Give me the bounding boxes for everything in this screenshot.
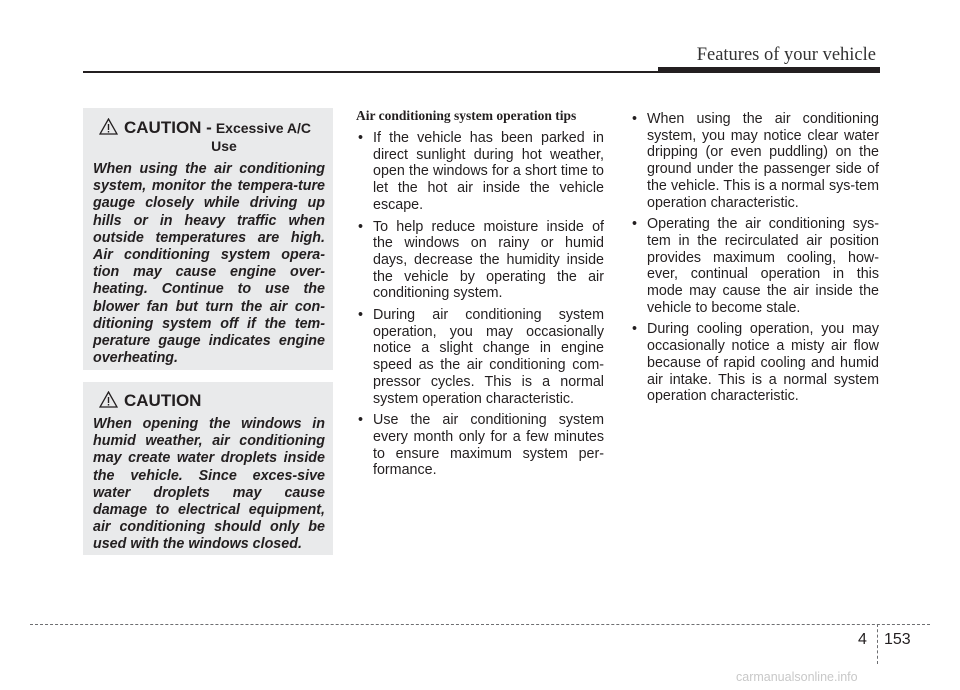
caution-body-text: When using the air conditioning system, monitor the tempera-ture gauge closely while driving up hills or in heavy traffic when outside temperatures are high. Air conditioning system opera-tion may cause engine over-heating. Continue to use the blower fan but turn the air con-ditioning system off if the tem-perature gauge indicates engine overheating. <box>93 161 325 367</box>
list-item <box>630 111 879 211</box>
list-item-text: During cooling operation, you may occasionally notice a misty air flow because of rapid cooling and humid air intake. This is a normal system operation characteristic. <box>647 321 879 405</box>
tips-column-2 <box>630 111 879 410</box>
list-item <box>356 412 604 479</box>
watermark: carmanualsonline.info <box>736 670 858 684</box>
list-item-text: Operating the air conditioning sys-tem in the recirculated air position provides maximum cooling, how-ever, continual operation in this mode may cause the air inside the vehicle to become stale. <box>647 216 879 316</box>
bullet-icon: • <box>358 412 364 429</box>
page-header-title: Features of your vehicle <box>696 45 876 65</box>
bullet-icon: • <box>632 216 638 233</box>
list-item-text: During air conditioning system operation, you may occasionally notice a slight change in engine speed as the air conditioning com-pressor cycles. This is a normal system operation characteristic. <box>373 307 604 407</box>
caution-subtitle-continued: Use <box>211 138 237 154</box>
caution-heading <box>93 391 325 411</box>
caution-body-text: When opening the windows in humid weather, air conditioning may create water droplets inside the vehicle. Since exces-sive water droplets may cause damage to electrical equipment, air conditioning should only be used with the windows closed. <box>93 416 325 553</box>
caution-heading <box>93 118 325 138</box>
caution-subtitle: Excessive A/C <box>215 120 312 136</box>
list-item-text: To help reduce moisture inside of the windows on rainy or humid days, decrease the humidity inside the vehicle by operating the air conditioning system. <box>373 218 604 302</box>
list-item-text: If the vehicle has been parked in direct sunlight during hot weather, open the windows for a short time to let the hot air inside the vehicle escape. <box>373 130 604 213</box>
caution-box-windows <box>83 382 333 555</box>
list-item <box>630 321 879 405</box>
list-item <box>630 216 879 316</box>
warning-triangle-icon <box>99 118 118 135</box>
tips-list-2 <box>630 111 879 405</box>
bullet-icon: • <box>632 111 638 127</box>
chapter-number: 4 <box>858 631 867 648</box>
caution-label: CAUTION - <box>124 118 212 137</box>
list-item-text: When using the air conditioning system, you may notice clear water dripping (or even puddling) on the ground under the passenger side of the vehicle. This is a normal sys-tem operation characteristic. <box>647 111 879 211</box>
list-item <box>356 130 604 214</box>
bullet-icon: • <box>358 307 364 324</box>
bullet-icon: • <box>358 218 364 235</box>
warning-triangle-icon <box>99 391 118 408</box>
caution-box-excessive-ac <box>83 108 333 370</box>
bullet-icon: • <box>358 130 364 146</box>
list-item <box>356 307 604 407</box>
section-title: Air conditioning system operation tips <box>356 108 577 123</box>
page-number: 153 <box>884 631 911 648</box>
footer-rule <box>30 624 930 625</box>
caution-label: CAUTION <box>124 391 202 410</box>
header-rule-accent <box>658 67 880 72</box>
tips-list-1 <box>356 130 604 479</box>
list-item <box>356 219 604 303</box>
bullet-icon: • <box>632 321 638 338</box>
footer-divider <box>877 624 878 664</box>
tips-column-1 <box>356 108 604 484</box>
list-item-text: Use the air conditioning system every month only for a few minutes to ensure maximum system per-formance. <box>373 412 604 479</box>
